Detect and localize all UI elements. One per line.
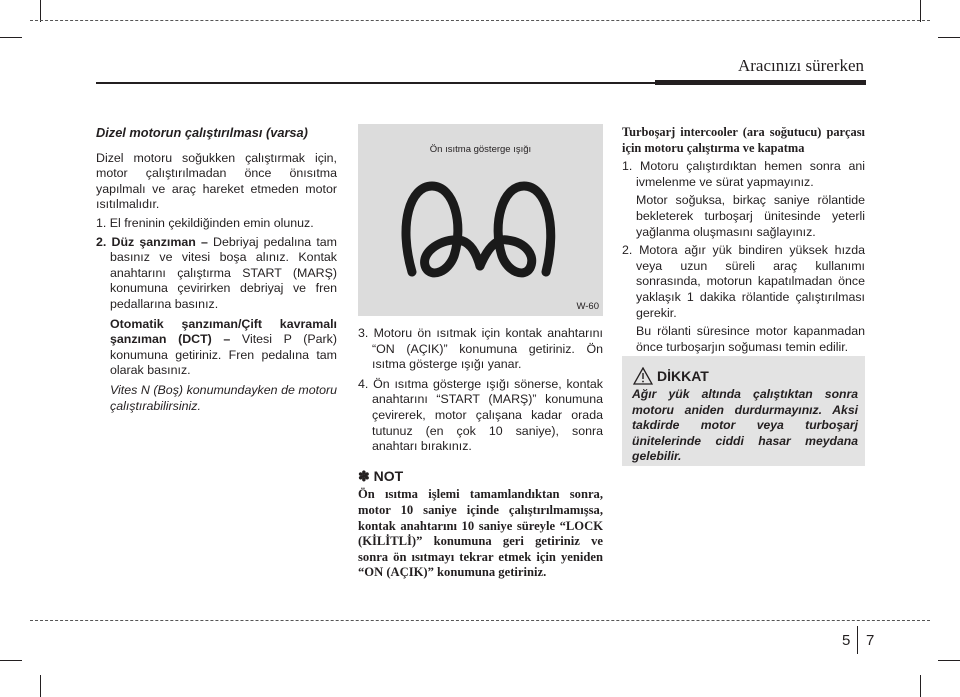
turbo-step-1-detail: Motor soğuksa, birkaç saniye rölantide bekleterek turboşarj ünitesinde yeterli yağlanma oluşmasını sağlayınız. [636,193,865,239]
guide-line [30,620,930,621]
note-title: ✽ NOT [358,467,404,484]
crop-mark [920,0,921,22]
turbo-step-2: 2. Motora ağır yük bindiren yüksek hızda veya uzun süreli araç kullanımı sonrasında, motorun kapatılmadan önce yaklaşık 1 dakika rölantide çalıştırılması gerekir. [622,243,865,320]
guide-line [30,20,930,21]
caution-title: DİKKAT [657,368,709,384]
crop-mark [40,675,41,697]
turbo-step-2-detail: Bu rölanti süresince motor kapanmadan önce turboşarjın soğuması temin edilir. [636,324,865,354]
right-column [622,125,865,355]
crop-mark [0,37,22,38]
figure-code: W-60 [576,301,599,312]
neutral-note: Vites N (Boş) konumundayken de motoru çalıştırabilirsiniz. [110,382,337,413]
indicator-figure [358,124,603,316]
crop-mark [0,660,22,661]
note-body: Ön ısıtma işlemi tamamlandıktan sonra, motor 10 saniye içinde çalıştırılmamışsa, kontak anahtarını 10 saniye süreyle “LOCK (KİLİTLİ)” konumuna geri getiriniz ve sonra ön ısıtmayı tekrar etmek için yeniden “ON (AÇIK)” konumuna getiriniz. [358,487,603,580]
intro-paragraph: Dizel motoru soğukken çalıştırmak için, motor çalıştırılmadan önce önısıtma yapılmalı ve araç hareket etmeden motor ısıtılmalıdır. [96,150,337,212]
page-number: 7 [866,632,875,649]
step-3: 3. Motoru ön ısıtmak için kontak anahtarını “ON (AÇIK)” konumuna getiriniz. Ön ısıtma gösterge ışığı yanar. [358,326,603,372]
turbo-heading: Turboşarj intercooler (ara soğutucu) parçası için motoru çalıştırma ve kapatma [622,125,865,155]
section-title: Aracınızı sürerken [737,56,864,75]
glow-plug-indicator-icon [358,124,603,316]
caution-box [622,356,865,466]
middle-column [358,326,603,581]
page-number-divider [857,626,858,654]
crop-mark [40,0,41,22]
step-4: 4. Ön ısıtma gösterge ışığı sönerse, kontak anahtarını “START (MARŞ)” konumuna çevirerek, motor çalışana kadar orada tutunuz (en çok 10 saniye), sonra anahtarı bırakınız. [358,376,603,454]
left-column [96,125,337,414]
turbo-step-1: 1. Motoru çalıştırdıktan hemen sonra ani ivmelenme ve sürat yapmayınız. [622,159,865,189]
step-1: 1. El freninin çekildiğinden emin olunuz. [96,215,314,230]
diesel-start-heading: Dizel motorun çalıştırılması (varsa) [96,125,308,140]
crop-mark [920,675,921,697]
crop-mark [938,37,960,38]
header-tab [655,80,866,85]
step-2 [96,235,337,313]
crop-mark [938,660,960,661]
warning-triangle-icon [633,367,653,385]
manual-gearbox-text: Debriyaj pedalına tam basınız ve vitesi boşa alınız. Kontak anahtarını çalıştırma START (MARŞ) konumuna çevirirken debriyaj ve fren pedallarına basınız. [110,234,337,311]
automatic-gearbox-paragraph [96,317,337,379]
figure-caption: Ön ısıtma gösterge ışığı [429,144,532,155]
caution-body: Ağır yük altında çalıştıktan sonra motoru aniden durdurmayınız. Aksi takdirde motor veya turboşarj ünitelerinde ciddi hasar meydana gelebilir. [632,387,858,464]
automatic-gearbox-text: Vitesi P (Park) konumuna getiriniz. Fren pedalına tam olarak basınız. [110,332,337,378]
chapter-number: 5 [842,632,851,649]
manual-gearbox-label: 2. Düz şanzıman – [96,234,208,249]
automatic-gearbox-label: Otomatik şanzıman/Çift kavramalı şanzıman (DCT) – [110,316,337,347]
